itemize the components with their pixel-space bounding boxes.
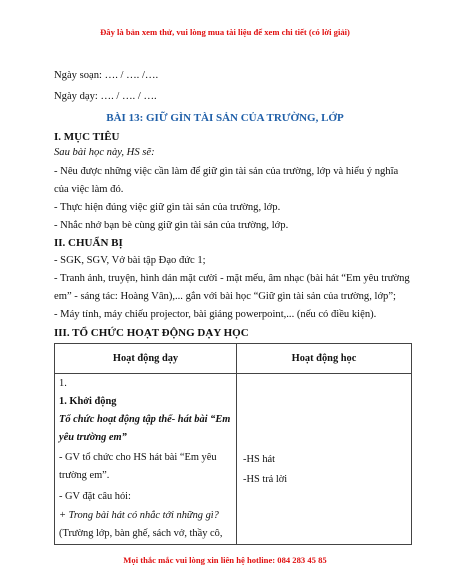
preparation-item: em” - sáng tác: Hoàng Vân),... gắn với bài học “Giữ gìn tài sản của trường, lớp”;: [54, 291, 396, 302]
teaching-activities-cell: [55, 374, 237, 545]
preparation-item: - Máy tính, máy chiếu projector, bài giảng powerpoint,... (nếu có điều kiện).: [54, 309, 377, 320]
objective-item: của việc làm đó.: [54, 184, 124, 195]
lesson-title: BÀI 13: GIỮ GÌN TÀI SẢN CỦA TRƯỜNG, LỚP: [106, 112, 344, 124]
objective-item: - Nhắc nhở bạn bè cùng giữ gìn tài sản của trường, lớp.: [54, 220, 289, 231]
student-response: -HS trả lời: [243, 474, 288, 485]
preparation-item: - Tranh ảnh, truyện, hình dán mặt cười - mặt mếu, âm nhạc (bài hát “Em yêu trường: [54, 273, 410, 284]
teaching-date: Ngày dạy: …. / …. / ….: [54, 91, 157, 102]
objectives-intro: Sau bài học này, HS sẽ:: [54, 147, 155, 158]
activities-table: [54, 343, 412, 545]
column-header-learning: Hoạt động học: [237, 344, 412, 374]
answer-hint: (Trường lớp, bàn ghế, sách vở, thầy cô,: [59, 528, 223, 539]
objective-item: - Thực hiện đúng việc giữ gìn tài sản của trường, lớp.: [54, 202, 281, 213]
warmup-heading: 1. Khởi động: [59, 396, 117, 407]
section-activities-heading: III. TỔ CHỨC HOẠT ĐỘNG DẠY HỌC: [54, 327, 249, 339]
preparation-date: Ngày soạn: …. / …. /….: [54, 70, 159, 81]
activity-title: Tổ chức hoạt động tập thể- hát bài “Em: [59, 414, 231, 425]
section-objectives-heading: I. MỤC TIÊU: [54, 131, 120, 143]
student-response: -HS hát: [243, 454, 276, 465]
teacher-step: - GV đặt câu hỏi:: [59, 491, 131, 502]
section-preparation-heading: II. CHUẨN BỊ: [54, 237, 123, 249]
teacher-step: - GV tổ chức cho HS hát bài “Em yêu: [59, 452, 217, 463]
table-header-row: [55, 344, 412, 374]
learning-activities-cell: [237, 374, 412, 545]
table-row: [55, 374, 412, 545]
teacher-step-continued: trường em”.: [59, 470, 110, 481]
question: + Trong bài hát có nhắc tới những gì?: [59, 510, 219, 521]
activity-number: 1.: [59, 378, 67, 389]
column-header-teaching: Hoạt động dạy: [55, 344, 237, 374]
activity-title-continued: yêu trường em”: [59, 432, 127, 443]
preview-notice-banner: Đây là bản xem thử, vui lòng mua tài liệu để xem chi tiết (có lời giải): [100, 27, 350, 37]
hotline-banner: Mọi thắc mắc vui lòng xin liên hệ hotline: 084 283 45 85: [123, 555, 327, 565]
preparation-item: - SGK, SGV, Vở bài tập Đạo đức 1;: [54, 255, 206, 266]
objective-item: - Nêu được những việc cần làm để giữ gìn tài sản của trường, lớp và hiểu ý nghĩa: [54, 166, 399, 177]
